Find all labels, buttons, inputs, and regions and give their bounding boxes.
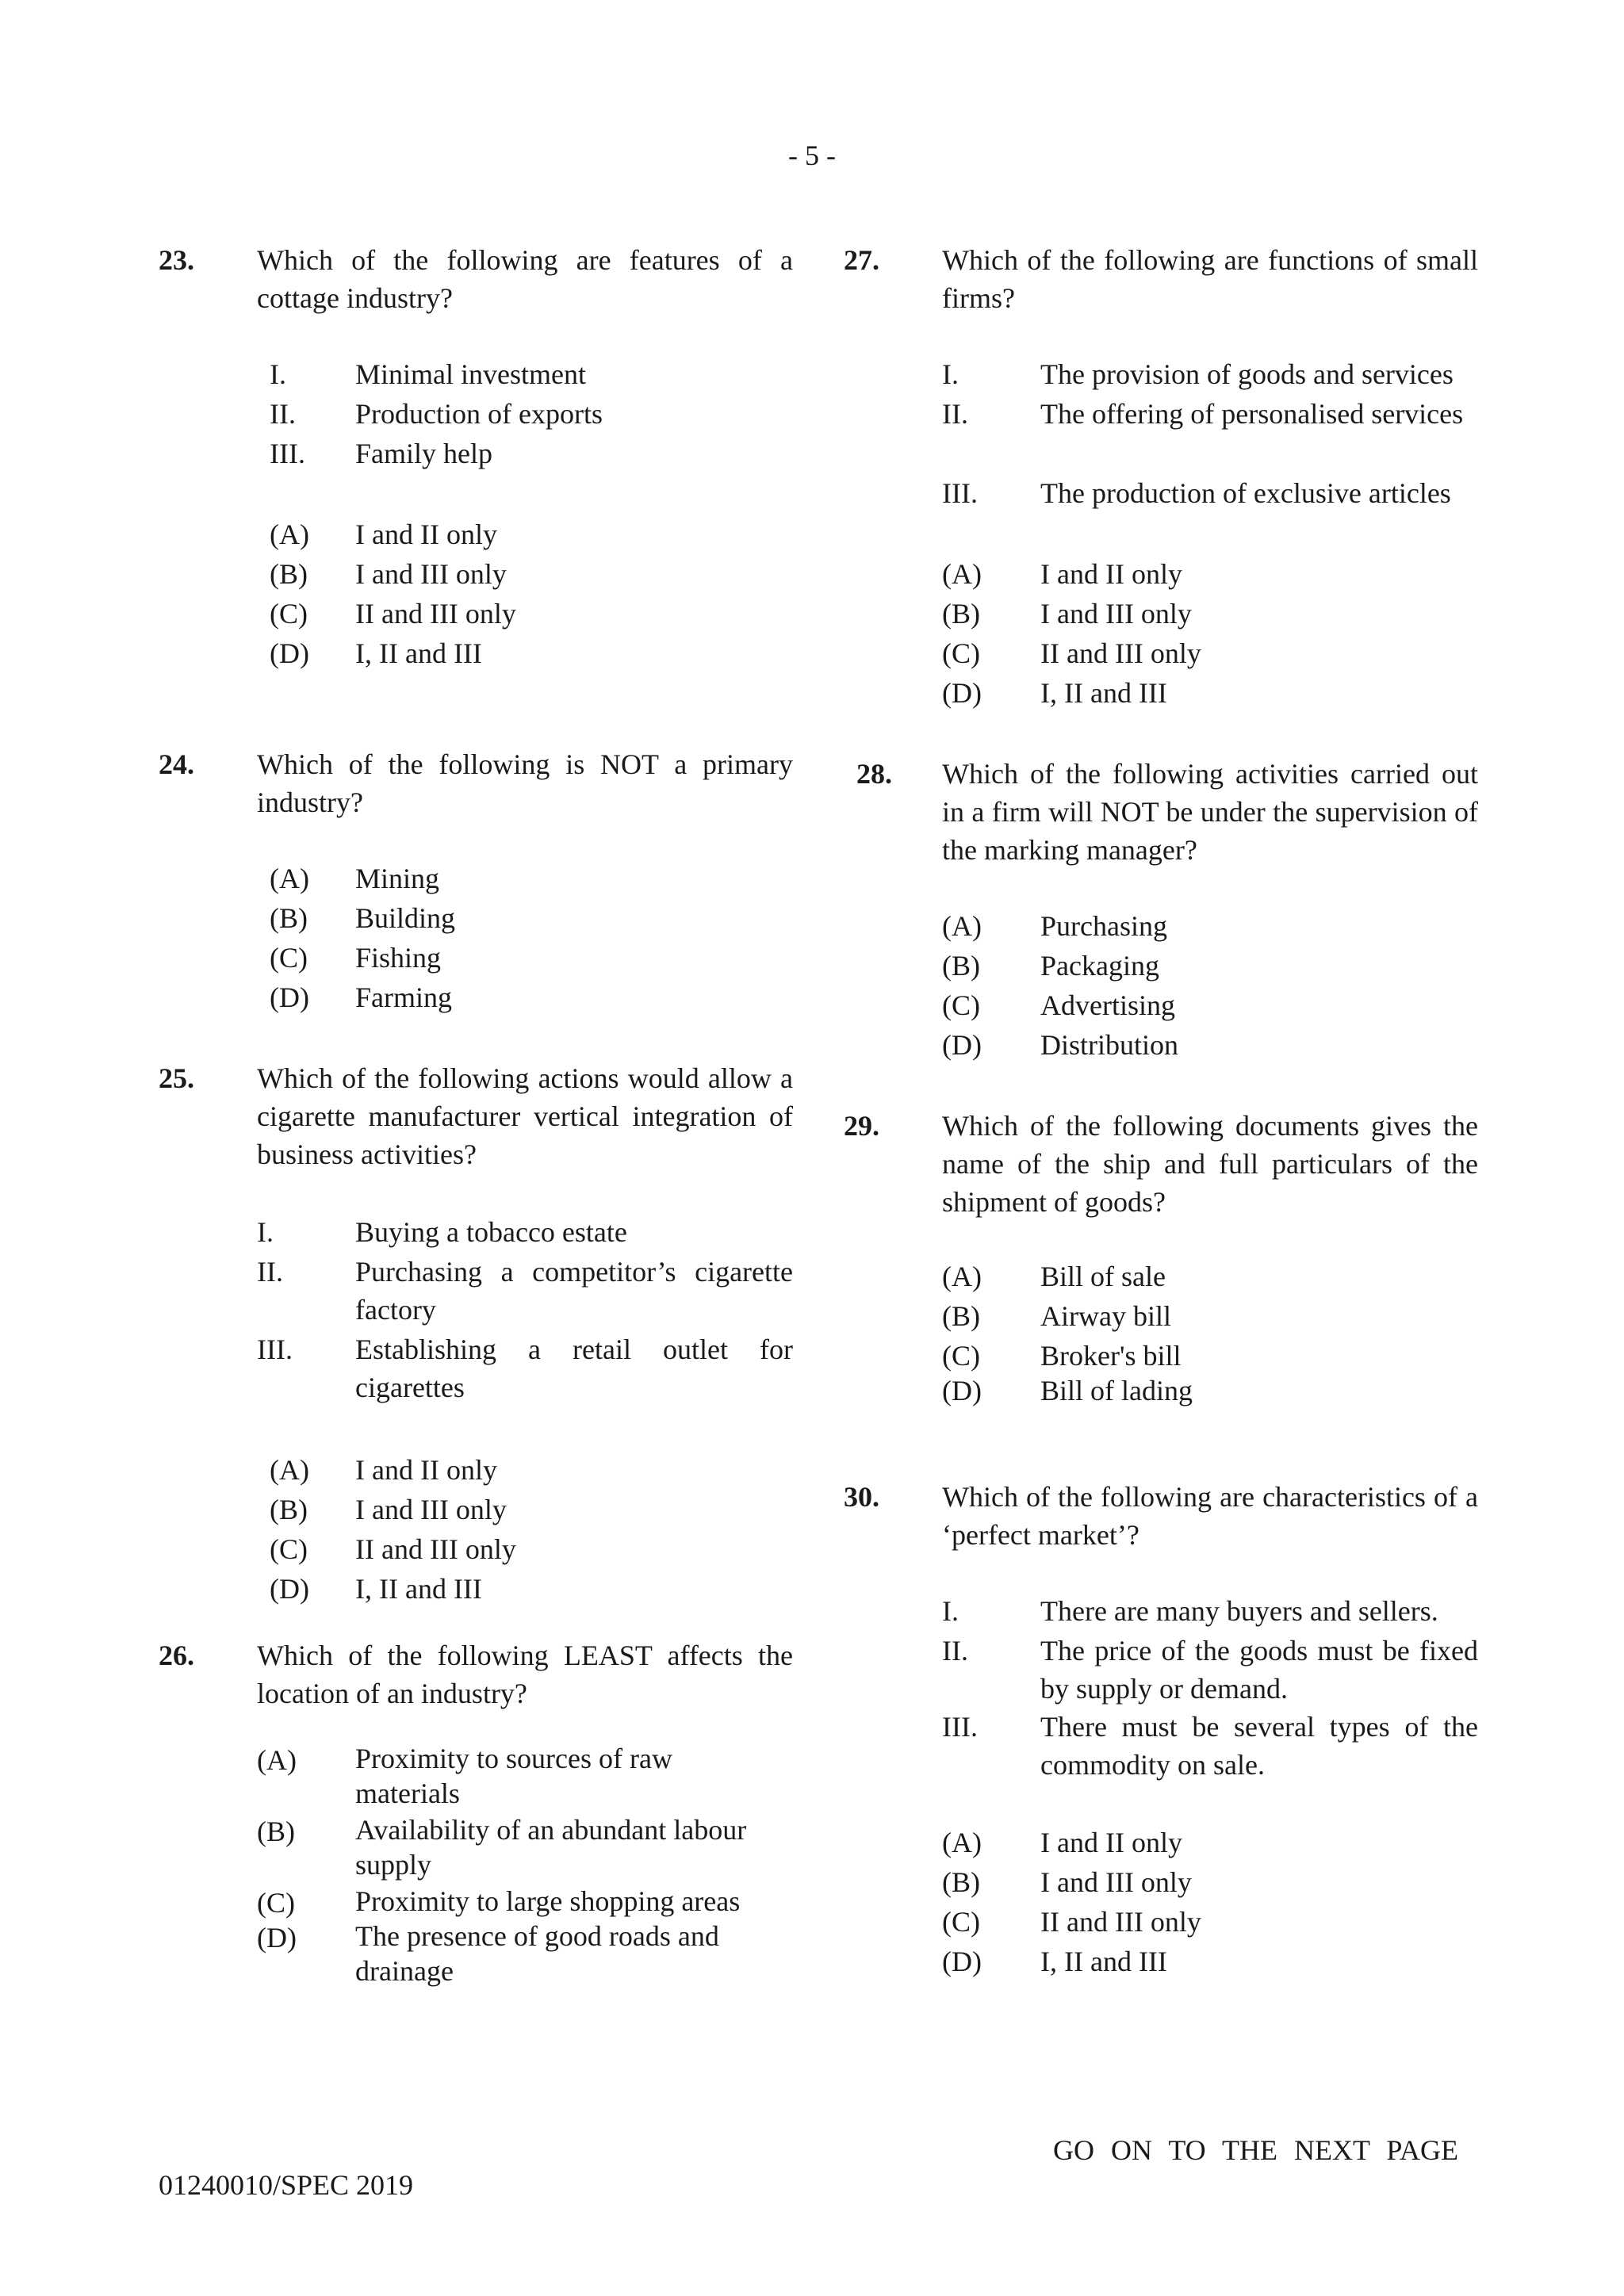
option-text: II and III only xyxy=(355,598,516,629)
paper-code: 01240010/SPEC 2019 xyxy=(159,2169,414,2201)
option-text: Farming xyxy=(355,982,452,1013)
option-letter: (A) xyxy=(270,1454,309,1486)
question-number: 27. xyxy=(844,244,879,276)
option-text: I, II and III xyxy=(1040,1946,1167,1977)
option-letter: (C) xyxy=(942,989,980,1021)
question-number: 26. xyxy=(159,1640,194,1671)
statement-text: The provision of goods and services xyxy=(1040,358,1454,390)
option-text: II and III only xyxy=(355,1533,516,1565)
question-text: Which of the following are features of a cottage industry? xyxy=(257,244,793,314)
statement-numeral: III. xyxy=(270,438,305,469)
statement-numeral: II. xyxy=(257,1256,283,1288)
option-text: II and III only xyxy=(1040,637,1201,669)
option-text: I and III only xyxy=(1040,1866,1192,1898)
option-text: I, II and III xyxy=(355,637,482,669)
question-24 xyxy=(159,745,793,1015)
statement-text: Minimal investment xyxy=(355,358,586,390)
option-letter: (B) xyxy=(942,950,980,982)
statement-numeral: III. xyxy=(257,1334,293,1365)
statement-numeral: III. xyxy=(942,477,978,509)
question-26 xyxy=(159,1636,793,2001)
question-text: Which of the following documents gives the name of the ship and full particulars of the shipment of goods? xyxy=(942,1110,1478,1218)
question-30 xyxy=(844,1478,1478,1985)
option-letter: (B) xyxy=(257,1816,295,1847)
option-letter: (D) xyxy=(270,1573,309,1605)
option-text: I, II and III xyxy=(355,1573,482,1605)
statement-text: Purchasing a competitor’s cigarette factory xyxy=(355,1256,793,1326)
option-text: Airway bill xyxy=(1040,1300,1171,1332)
statement-text: Family help xyxy=(355,438,492,469)
option-text: Proximity to sources of raw materials xyxy=(355,1743,672,1809)
option-letter: (C) xyxy=(942,1906,980,1938)
option-text: Purchasing xyxy=(1040,910,1167,942)
option-text: I and III only xyxy=(355,558,507,590)
statement-text: There are many buyers and sellers. xyxy=(1040,1595,1438,1627)
question-28 xyxy=(856,755,1478,1072)
question-text: Which of the following actions would allow a cigarette manufacturer vertical integration of business activities? xyxy=(257,1062,793,1170)
option-text: Building xyxy=(355,902,456,934)
statement-text: There must be several types of the commodity on sale. xyxy=(1040,1711,1478,1781)
question-29 xyxy=(844,1107,1478,1424)
statement-numeral: II. xyxy=(270,398,296,430)
option-text: I, II and III xyxy=(1040,677,1167,709)
option-text: I and II only xyxy=(1040,1827,1182,1858)
option-text: Packaging xyxy=(1040,950,1159,982)
option-letter: (A) xyxy=(942,910,982,942)
statement-numeral: I. xyxy=(270,358,286,390)
statement-numeral: II. xyxy=(942,1635,968,1667)
question-number: 23. xyxy=(159,244,194,276)
question-text: Which of the following LEAST affects the location of an industry? xyxy=(257,1640,793,1709)
page-number: - 5 - xyxy=(788,140,836,171)
statement-text: The offering of personalised services xyxy=(1040,398,1464,430)
option-letter: (C) xyxy=(270,1533,308,1565)
statement-text: The price of the goods must be fixed by supply or demand. xyxy=(1040,1635,1478,1705)
option-letter: (B) xyxy=(270,902,308,934)
option-letter: (C) xyxy=(942,637,980,669)
statement-numeral: I. xyxy=(942,358,959,390)
option-letter: (A) xyxy=(257,1744,297,1776)
option-letter: (A) xyxy=(942,1827,982,1858)
option-letter: (C) xyxy=(270,598,308,629)
option-text: I and III only xyxy=(355,1494,507,1525)
option-letter: (B) xyxy=(270,558,308,590)
option-text: Bill of lading xyxy=(1040,1375,1193,1406)
option-letter: (A) xyxy=(942,1261,982,1292)
statement-text: The production of exclusive articles xyxy=(1040,477,1451,509)
statement-numeral: II. xyxy=(942,398,968,430)
statement-text: Production of exports xyxy=(355,398,603,430)
statement-numeral: III. xyxy=(942,1711,978,1743)
question-number: 25. xyxy=(159,1062,194,1094)
option-letter: (D) xyxy=(270,982,309,1013)
option-letter: (D) xyxy=(942,1029,982,1061)
question-23 xyxy=(159,241,793,685)
question-text: Which of the following are characteristics of a ‘perfect market’? xyxy=(942,1481,1478,1551)
option-text: I and II only xyxy=(355,1454,497,1486)
option-letter: (B) xyxy=(942,1300,980,1332)
option-text: I and II only xyxy=(355,519,497,550)
option-letter: (B) xyxy=(270,1494,308,1525)
option-text: I and III only xyxy=(1040,598,1192,629)
statement-numeral: I. xyxy=(257,1216,274,1248)
option-letter: (A) xyxy=(270,519,309,550)
option-text: The presence of good roads and drainage xyxy=(355,1920,719,1987)
question-number: 24. xyxy=(159,748,194,780)
option-text: II and III only xyxy=(1040,1906,1201,1938)
option-letter: (D) xyxy=(257,1922,297,1954)
question-number: 28. xyxy=(856,758,892,790)
question-number: 29. xyxy=(844,1110,879,1142)
option-text: Bill of sale xyxy=(1040,1261,1166,1292)
option-text: I and II only xyxy=(1040,558,1182,590)
option-letter: (D) xyxy=(270,637,309,669)
question-text: Which of the following activities carried out in a firm will NOT be under the supervision of the marking manager? xyxy=(942,758,1478,866)
option-letter: (D) xyxy=(942,677,982,709)
option-letter: (A) xyxy=(942,558,982,590)
option-letter: (B) xyxy=(942,598,980,629)
option-letter: (C) xyxy=(270,942,308,974)
question-number: 30. xyxy=(844,1481,879,1513)
option-text: Fishing xyxy=(355,942,442,974)
option-text: Proximity to large shopping areas xyxy=(355,1885,741,1917)
question-25 xyxy=(159,1059,793,1614)
option-text: Advertising xyxy=(1040,989,1175,1021)
option-text: Distribution xyxy=(1040,1029,1179,1061)
option-letter: (D) xyxy=(942,1946,982,1977)
statement-text: Establishing a retail outlet for cigarettes xyxy=(355,1334,793,1403)
question-27 xyxy=(844,241,1478,717)
option-letter: (A) xyxy=(270,863,309,894)
option-text: Broker's bill xyxy=(1040,1340,1182,1372)
option-letter: (B) xyxy=(942,1866,980,1898)
statement-numeral: I. xyxy=(942,1595,959,1627)
question-text: Which of the following is NOT a primary industry? xyxy=(257,748,793,818)
go-on-next-page-notice: GO ON TO THE NEXT PAGE xyxy=(1053,2134,1459,2166)
question-text: Which of the following are functions of small firms? xyxy=(942,244,1478,314)
option-letter: (C) xyxy=(257,1887,295,1919)
option-text: Availability of an abundant labour supply xyxy=(355,1814,747,1881)
option-letter: (D) xyxy=(942,1375,982,1406)
option-text: Mining xyxy=(355,863,440,894)
option-letter: (C) xyxy=(942,1340,980,1372)
statement-text: Buying a tobacco estate xyxy=(355,1216,627,1248)
